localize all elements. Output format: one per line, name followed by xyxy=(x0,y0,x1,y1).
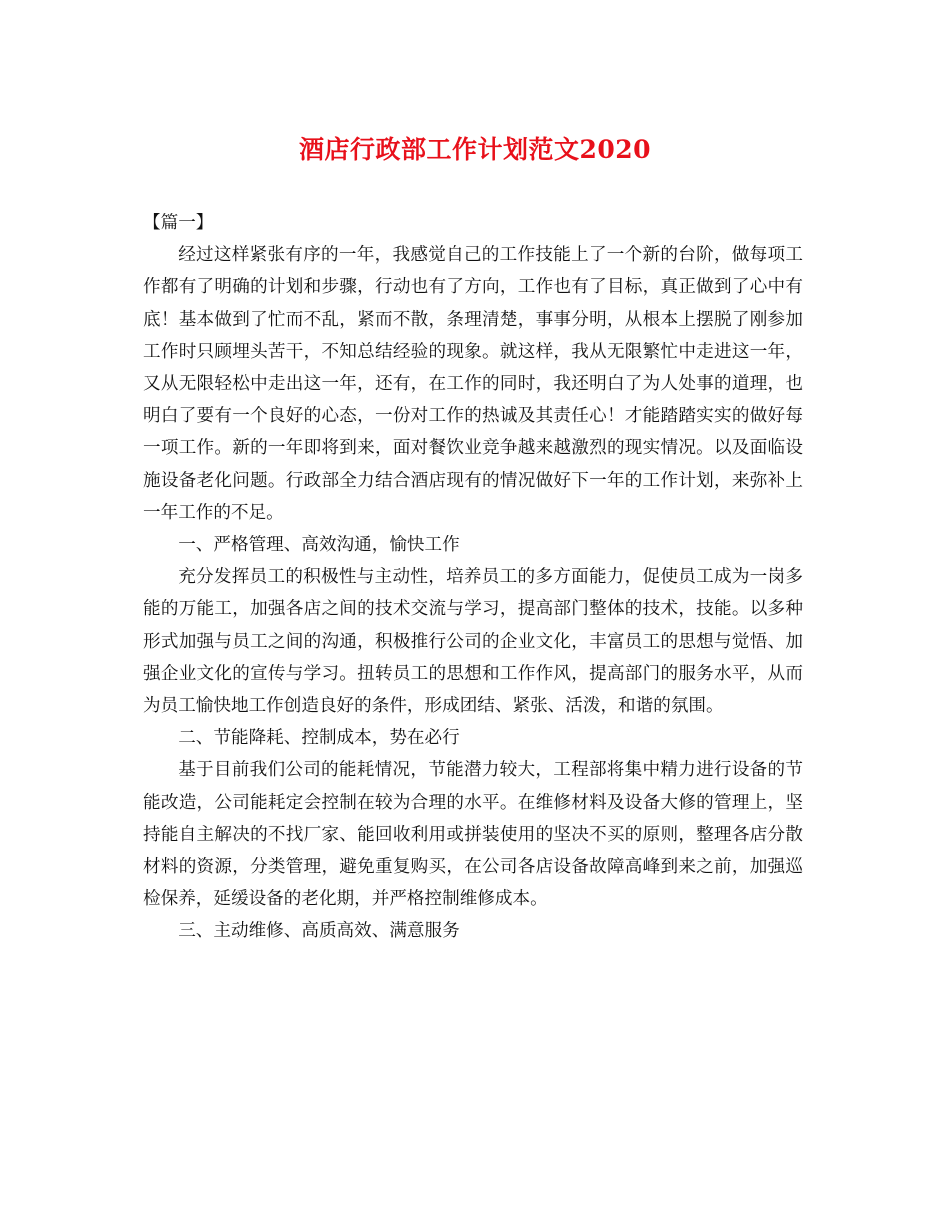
intro-paragraph: 经过这样紧张有序的一年，我感觉自己的工作技能上了一个新的台阶，做每项工作都有了明确的计划和步骤，行动也有了方向，工作也有了目标，真正做到了心中有底！基本做到了忙而不乱，紧而不散，条理清楚，事事分明，从根本上摆脱了刚参加工作时只顾埋头苦干，不知总结经验的现象。就这样，我从无限繁忙中走进这一年，又从无限轻松中走出这一年，还有，在工作的同时，我还明白了为人处事的道理，也明白了要有一个良好的心态，一份对工作的热诚及其责任心！才能踏踏实实的做好每一项工作。新的一年即将到来，面对餐饮业竞争越来越激烈的现实情况。以及面临设施设备老化问题。行政部全力结合酒店现有的情况做好下一年的工作计划，来弥补上一年工作的不足。 xyxy=(143,245,803,523)
section-paragraph-2: 基于目前我们公司的能耗情况，节能潜力较大，工程部将集中精力进行设备的节能改造，公司能耗定会控制在较为合理的水平。在维修材料及设备大修的管理上，坚持能自主解决的不找厂家、能回收利用或拼装使用的坚决不买的原则，整理各店分散材料的资源，分类管理，避免重复购买，在公司各店设备故障高峰到来之前，加强巡检保养，延缓设备的老化期，并严格控制维修成本。 xyxy=(143,760,803,910)
section-heading-2: 二、节能降耗、控制成本，势在必行 xyxy=(178,728,460,749)
section-label: 【篇一】 xyxy=(143,213,214,233)
document-title: 酒店行政部工作计划范文2020 xyxy=(298,135,652,164)
section-paragraph-1: 充分发挥员工的积极性与主动性，培养员工的多方面能力，促使员工成为一岗多能的万能工，加强各店之间的技术交流与学习，提高部门整体的技术，技能。以多种形式加强与员工之间的沟通，积极推行公司的企业文化，丰富员工的思想与觉悟、加强企业文化的宣传与学习。扭转员工的思想和工作作风，提高部门的服务水平，从而为员工愉快地工作创造良好的条件，形成团结、紧张、活泼，和谐的氛围。 xyxy=(143,567,803,717)
document-body xyxy=(143,207,803,948)
section-heading-3: 三、主动维修、高质高效、满意服务 xyxy=(178,921,460,942)
section-heading-1: 一、严格管理、高效沟通，愉快工作 xyxy=(178,535,460,556)
